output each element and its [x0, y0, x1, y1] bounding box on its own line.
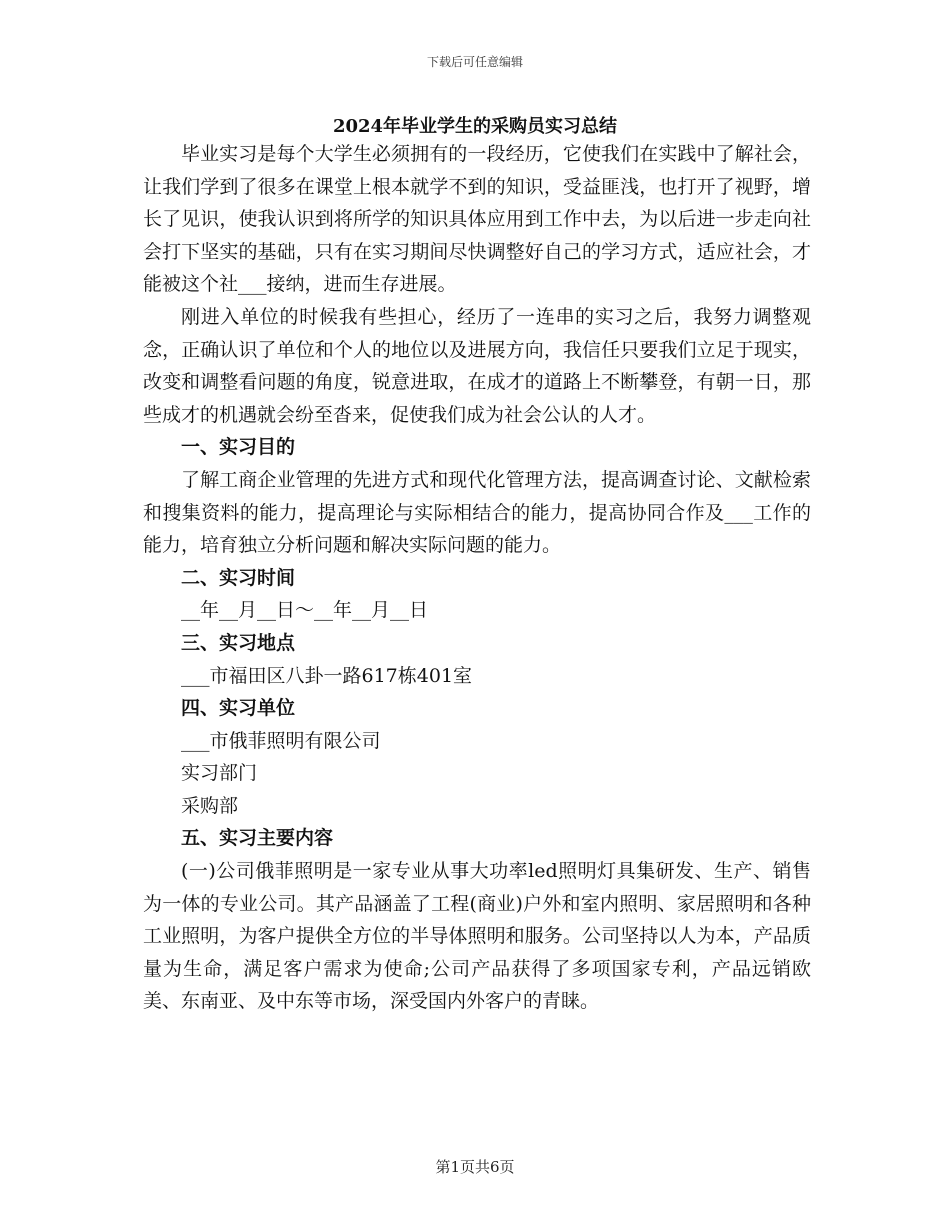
- section-heading-purpose: 一、实习目的: [181, 436, 296, 459]
- intro-paragraph-1: 毕业实习是每个大学生必须拥有的一段经历，它使我们在实践中了解社会，让我们学到了很多在课堂上根本就学不到的知识，受益匪浅，也打开了视野，增长了见识，使我认识到将所学的知识具体应用到工作中去，为以后进一步走向社会打下坚实的基础，只有在实习期间尽快调整好自己的学习方式，适应社会，才能被这个社___接纳，进而生存进展。: [143, 143, 811, 296]
- page-number: 第1页共6页: [435, 1158, 515, 1176]
- content-paragraph: (一)公司俄菲照明是一家专业从事大功率led照明灯具集研发、生产、销售为一体的专业公司。其产品涵盖了工程(商业)户外和室内照明、家居照明和各种工业照明，为客户提供全方位的半导体照明和服务。公司坚持以人为本，产品质量为生命，满足客户需求为使命;公司产品获得了多项国家专利，产品远销欧美、东南亚、及中东等市场，深受国内外客户的青睐。: [143, 860, 811, 1013]
- purpose-paragraph: 了解工商企业管理的先进方式和现代化管理方法，提高调查讨论、文献检索和搜集资料的能力，提高理论与实际相结合的能力，提高协同合作及___工作的能力，培育独立分析问题和解决实际问题的能力。: [143, 468, 811, 557]
- section-heading-place: 三、实习地点: [181, 631, 296, 654]
- header-note: 下载后可任意编辑: [426, 55, 523, 69]
- section-heading-unit: 四、实习单位: [181, 697, 296, 720]
- document-title: 2024年毕业学生的采购员实习总结: [332, 116, 618, 137]
- intro-paragraph-2: 刚进入单位的时候我有些担心，经历了一连串的实习之后，我努力调整观念，正确认识了单位和个人的地位以及进展方向，我信任只要我们立足于现实，改变和调整看问题的角度，锐意进取，在成才的道路上不断攀登，有朝一日，那些成才的机遇就会纷至沓来，促使我们成为社会公认的人才。: [143, 305, 811, 426]
- unit-name-paragraph: ___市俄菲照明有限公司: [181, 729, 381, 752]
- time-paragraph: __年__月__日～__年__月__日: [181, 599, 429, 622]
- section-heading-time: 二、实习时间: [181, 566, 296, 589]
- place-paragraph: ___市福田区八卦一路617栋401室: [181, 664, 473, 687]
- document-body: [143, 138, 811, 1018]
- dept-label-paragraph: 实习部门: [181, 762, 258, 785]
- section-heading-content: 五、实习主要内容: [181, 827, 334, 850]
- dept-value-paragraph: 采购部: [181, 794, 239, 817]
